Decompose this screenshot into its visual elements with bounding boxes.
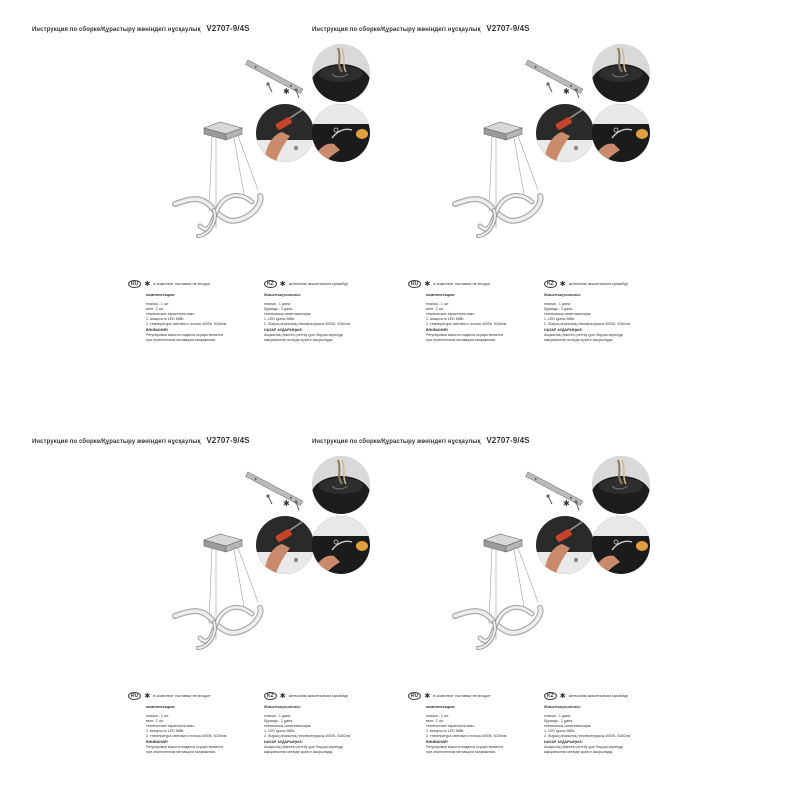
wiring-photo (592, 456, 650, 514)
star-icon: ✱ (563, 87, 570, 96)
canopy (204, 534, 242, 552)
instruction-card (280, 412, 680, 812)
kz-warning-heading: НАЗАР АУДАРЫҢЫЗ! (544, 328, 583, 332)
kz-spec-item: 1. LED қуаты 58Вт. (264, 317, 295, 321)
ru-kit-item: планка - 1 шт. (426, 714, 449, 718)
kz-spec-heading: техникалық сипаттамалары: (264, 724, 312, 728)
ru-badge (128, 692, 211, 700)
ru-warning-text: Регулировка высоты подвеса осуществляется (146, 745, 224, 749)
lamp-body (175, 607, 261, 648)
kz-code: KZ (544, 280, 557, 288)
kz-kit-note: жеткізілім жиынтығына кірмейді (568, 281, 628, 286)
title-text: Инструкция по сборке/Құрастыру жөніндегі нұсқаулық (312, 439, 481, 445)
ru-warning-text: при отключенном питающем напряжении. (146, 750, 217, 754)
ru-warning-heading: ВНИМАНИЕ! (146, 740, 169, 744)
star-icon: ✱ (559, 281, 566, 288)
model-number: V2707-9/4S (486, 436, 530, 445)
kz-warning-text: ажыратылған кезінде жүзеге асырылады. (544, 750, 614, 754)
ru-spec-item: 1. мощность LED 58Вт. (146, 317, 185, 321)
ru-code: RU (408, 692, 421, 700)
screw-icon (266, 82, 272, 92)
kz-kit-heading: Жиынтықтылығы: (544, 292, 582, 297)
kz-warning-text: Асқыштың биіктігін реттеу қуат беруші кернеуді (544, 333, 623, 337)
ru-spec-item: 2. температура светового потока 4000К, 6160лм (426, 734, 507, 738)
ru-kit-item: планка - 1 шт. (146, 302, 169, 306)
star-icon: ✱ (283, 87, 290, 96)
kz-kit-note: жеткізілім жиынтығына кірмейді (288, 693, 348, 698)
ru-column (426, 292, 544, 343)
title-text: Инструкция по сборке/Құрастыру жөніндегі нұсқаулық (32, 27, 201, 33)
kz-spec-item: 2. Жарық ағынының температурасы 4000К, 6160лм (264, 734, 350, 738)
kz-warning-heading: НАЗАР АУДАРЫҢЫЗ! (544, 740, 583, 744)
ru-column (146, 704, 264, 755)
mounting-bracket (526, 472, 583, 506)
screw-icon (266, 494, 272, 504)
model-number: V2707-9/4S (206, 436, 250, 445)
ru-warning-text: Регулировка высоты подвеса осуществляется (426, 745, 504, 749)
kz-kit-item: планка - 1 дана. (264, 714, 291, 718)
star-icon: ✱ (563, 499, 570, 508)
ru-badge (408, 280, 491, 288)
kz-warning-text: Асқыштың биіктігін реттеу қуат беруші кернеуді (264, 745, 343, 749)
kz-spec-item: 1. LED қуаты 58Вт. (544, 317, 575, 321)
ru-spec-heading: технические характеристики: (146, 724, 195, 728)
lamp-body (455, 195, 541, 236)
kz-kit-item: бұрандо - 2 дана. (544, 719, 574, 723)
ru-kit-note: в комплект поставки не входит (153, 693, 211, 698)
model-number: V2707-9/4S (486, 24, 530, 33)
canopy (484, 534, 522, 552)
screwdriver-photo (536, 104, 594, 162)
kz-kit-item: планка - 1 дана. (544, 302, 571, 306)
kz-spec-heading: техникалық сипаттамалары: (544, 724, 592, 728)
ru-kit-heading: комплектация: (426, 292, 456, 297)
star-icon: ✱ (279, 281, 286, 288)
ru-kit-heading: комплектация: (146, 292, 176, 297)
ru-spec-item: 1. мощность LED 58Вт. (146, 729, 185, 733)
kz-spec-item: 1. LED қуаты 58Вт. (544, 729, 575, 733)
ru-spec-heading: технические характеристики: (146, 312, 195, 316)
ru-spec-heading: технические характеристики: (426, 724, 475, 728)
kz-spec-item: 1. LED қуаты 58Вт. (264, 729, 295, 733)
ru-warning-heading: ВНИМАНИЕ! (426, 740, 449, 744)
ru-spec-item: 2. температура светового потока 4000К, 6160лм (426, 322, 507, 326)
ru-column (426, 704, 544, 755)
ru-warning-text: при отключенном питающем напряжении. (426, 750, 497, 754)
screw-icon (546, 82, 552, 92)
kz-column (544, 704, 662, 755)
kz-badge (544, 692, 628, 700)
star-icon: ✱ (279, 693, 286, 700)
ru-kit-heading: комплектация: (426, 704, 456, 709)
ru-spec-item: 2. температура светового потока 4000К, 6160лм (146, 322, 227, 326)
ru-kit-note: в комплект поставки не входит (433, 281, 491, 286)
kz-warning-heading: НАЗАР АУДАРЫҢЫЗ! (264, 740, 303, 744)
kz-kit-item: планка - 1 дана. (264, 302, 291, 306)
ru-warning-text: при отключенном питающем напряжении. (146, 338, 217, 342)
ru-kit-note: в комплект поставки не входит (153, 281, 211, 286)
kz-spec-heading: техникалық сипаттамалары: (544, 312, 592, 316)
ru-spec-item: 1. мощность LED 58Вт. (426, 317, 465, 321)
kz-code: KZ (544, 692, 557, 700)
kz-warning-text: ажыратылған кезінде жүзеге асырылады. (544, 338, 614, 342)
ru-warning-heading: ВНИМАНИЕ! (146, 328, 169, 332)
lamp-body (455, 607, 541, 648)
ru-badge (128, 280, 211, 288)
ru-spec-item: 1. мощность LED 58Вт. (426, 729, 465, 733)
ru-warning-heading: ВНИМАНИЕ! (426, 328, 449, 332)
kz-spec-item: 2. Жарық ағынының температурасы 4000К, 6160лм (544, 322, 630, 326)
ru-badge (408, 692, 491, 700)
kz-code: KZ (264, 280, 277, 288)
kz-code: KZ (264, 692, 277, 700)
kz-column (544, 292, 662, 343)
kz-kit-item: бұрандо - 2 дана. (264, 307, 294, 311)
ru-warning-text: Регулировка высоты подвеса осуществляется (426, 333, 504, 337)
assembly-photo (592, 104, 650, 162)
star-icon: ✱ (144, 281, 151, 288)
ru-kit-heading: комплектация: (146, 704, 176, 709)
kz-kit-item: бұрандо - 2 дана. (544, 307, 574, 311)
title-text: Инструкция по сборке/Құрастыру жөніндегі нұсқаулық (312, 27, 481, 33)
ru-kit-note: в комплект поставки не входит (433, 693, 491, 698)
star-icon: ✱ (424, 693, 431, 700)
instruction-card (280, 0, 680, 400)
model-number: V2707-9/4S (206, 24, 250, 33)
wiring-photo (592, 44, 650, 102)
kz-warning-text: ажыратылған кезінде жүзеге асырылады. (264, 338, 334, 342)
kz-kit-item: бұрандо - 2 дана. (264, 719, 294, 723)
kz-warning-heading: НАЗАР АУДАРЫҢЫЗ! (264, 328, 303, 332)
ru-column (146, 292, 264, 343)
kz-kit-item: планка - 1 дана. (544, 714, 571, 718)
ru-spec-item: 2. температура светового потока 4000К, 6160лм (146, 734, 227, 738)
kz-kit-heading: Жиынтықтылығы: (264, 704, 302, 709)
screwdriver-photo (536, 516, 594, 574)
kz-badge (544, 280, 628, 288)
kz-spec-heading: техникалық сипаттамалары: (264, 312, 312, 316)
ru-spec-heading: технические характеристики: (426, 312, 475, 316)
lamp-body (175, 195, 261, 236)
kz-kit-heading: Жиынтықтылығы: (264, 292, 302, 297)
kz-kit-note: жеткізілім жиынтығына кірмейді (568, 693, 628, 698)
ru-code: RU (408, 280, 421, 288)
assembly-photo (592, 516, 650, 574)
kz-spec-item: 2. Жарық ағынының температурасы 4000К, 6160лм (544, 734, 630, 738)
star-icon: ✱ (144, 693, 151, 700)
kz-spec-item: 2. Жарық ағынының температурасы 4000К, 6160лм (264, 322, 350, 326)
kz-warning-text: ажыратылған кезінде жүзеге асырылады. (264, 750, 334, 754)
ru-kit-item: винт- 2 шт. (146, 719, 164, 723)
canopy (204, 122, 242, 140)
screw-icon (546, 494, 552, 504)
mounting-bracket (526, 60, 583, 94)
kz-warning-text: Асқыштың биіктігін реттеу қуат беруші кернеуді (264, 333, 343, 337)
star-icon: ✱ (283, 499, 290, 508)
ru-code: RU (128, 280, 141, 288)
kz-kit-heading: Жиынтықтылығы: (544, 704, 582, 709)
star-icon: ✱ (424, 281, 431, 288)
ru-warning-text: при отключенном питающем напряжении. (426, 338, 497, 342)
ru-kit-item: планка - 1 шт. (426, 302, 449, 306)
star-icon: ✱ (559, 693, 566, 700)
kz-kit-note: жеткізілім жиынтығына кірмейді (288, 281, 348, 286)
ru-kit-item: винт- 2 шт. (146, 307, 164, 311)
kz-warning-text: Асқыштың биіктігін реттеу қуат беруші кернеуді (544, 745, 623, 749)
ru-kit-item: винт- 2 шт. (426, 307, 444, 311)
title-text: Инструкция по сборке/Құрастыру жөніндегі нұсқаулық (32, 439, 201, 445)
ru-kit-item: винт- 2 шт. (426, 719, 444, 723)
ru-code: RU (128, 692, 141, 700)
canopy (484, 122, 522, 140)
ru-warning-text: Регулировка высоты подвеса осуществляется (146, 333, 224, 337)
ru-kit-item: планка - 1 шт. (146, 714, 169, 718)
